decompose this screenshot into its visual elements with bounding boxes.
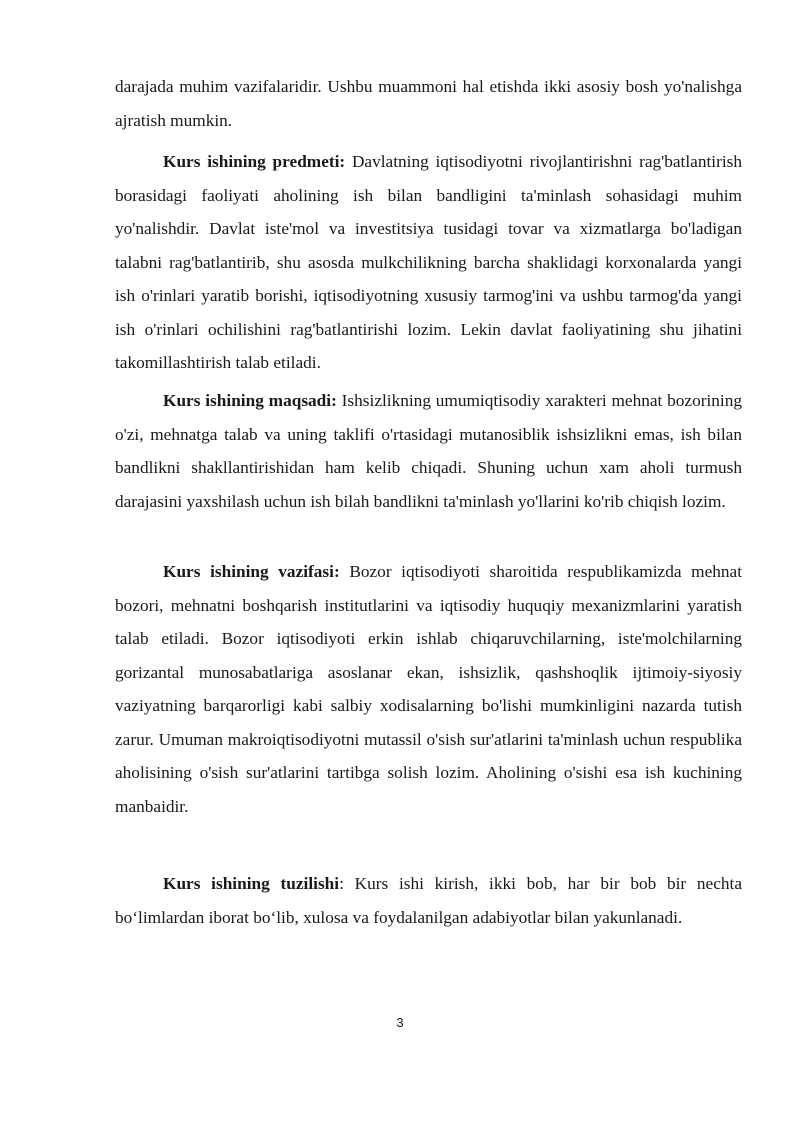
paragraph-lead: Kurs ishining vazifasi: (163, 562, 340, 581)
paragraph-vazifasi (115, 555, 742, 823)
page-number: 3 (396, 1015, 404, 1030)
paragraph-text: darajada muhim vazifalaridir. Ushbu muammoni hal etishda ikki asosiy bosh yo'nalishga ajratish mumkin. (115, 77, 742, 130)
paragraph-body (115, 867, 742, 934)
paragraph-tuzilishi (115, 867, 742, 934)
paragraph-text: Davlatning iqtisodiyotni rivojlantirishni rag'batlantirish borasidagi faoliyati aholining ish bilan bandligini ta'minlash sohasidagi muhim yo'nalishdir. Davlat iste'mol va investitsiya tusidagi tovar va xizmatlarga bo'ladigan talabni rag'batlantirib, shu asosda mulkchilikning barcha shaklidagi korxonalarda yangi ish o'rinlari yaratib borishi, iqtisodiyotning xususiy tarmog'ini va ushbu tarmog'da yangi ish o'rinlari ochilishini rag'batlantirishi lozim. Lekin davlat faoliyatining shu jihatini takomillashtirish talab etiladi. (115, 152, 742, 372)
paragraph-lead: Kurs ishining tuzilishi (163, 874, 340, 893)
paragraph-text: : Kurs ishi kirish, ikki bob, har bir bob bir nechta bo‘limlardan iborat bo‘lib, xulosa va foydalanilgan adabiyotlar bilan yakunlanadi. (115, 874, 743, 927)
paragraph-text: Ishsizlikning umumiqtisodiy xarakteri mehnat bozorining o'zi, mehnatga talab va uning taklifi o'rtasidagi mutanosiblik ishsizlikni emas, ish bilan bandlikni shakllantirishidan ham kelib chiqadi. Shuning uchun xam aholi turmush darajasini yaxshilash uchun ish bilah bandlikni ta'minlash yo'llarini ko'rib chiqish lozim. (115, 391, 742, 511)
paragraph-continuation (115, 70, 742, 137)
paragraph-lead: Kurs ishining predmeti: (163, 152, 346, 171)
paragraph-body (115, 555, 742, 823)
paragraph-body (115, 384, 742, 518)
paragraph-predmeti (115, 145, 742, 380)
paragraph-body (115, 145, 742, 380)
paragraph-maqsadi (115, 384, 742, 518)
paragraph-text: Bozor iqtisodiyoti sharoitida respublikamizda mehnat bozori, mehnatni boshqarish institutlarini va iqtisodiy huquqiy mexanizmlarini yaratish talab etiladi. Bozor iqtisodiyoti erkin ishlab chiqaruvchilarning, iste'molchilarning gorizantal munosabatlariga asoslanar ekan, ishsizlik, qashshoqlik ijtimoiy-siyosiy vaziyatning barqarorligi kabi salbiy xodisalarning bo'lishi mumkinligini nazarda tutish zarur. Umuman makroiqtisodiyotni mutassil o'sish sur'atlarini ta'minlash uchun respublika aholisining o'sish sur'atlarini tartibga solish lozim. Aholining o'sishi esa ish kuchining manbaidir. (115, 562, 742, 816)
paragraph-lead: Kurs ishining maqsadi: (163, 391, 337, 410)
